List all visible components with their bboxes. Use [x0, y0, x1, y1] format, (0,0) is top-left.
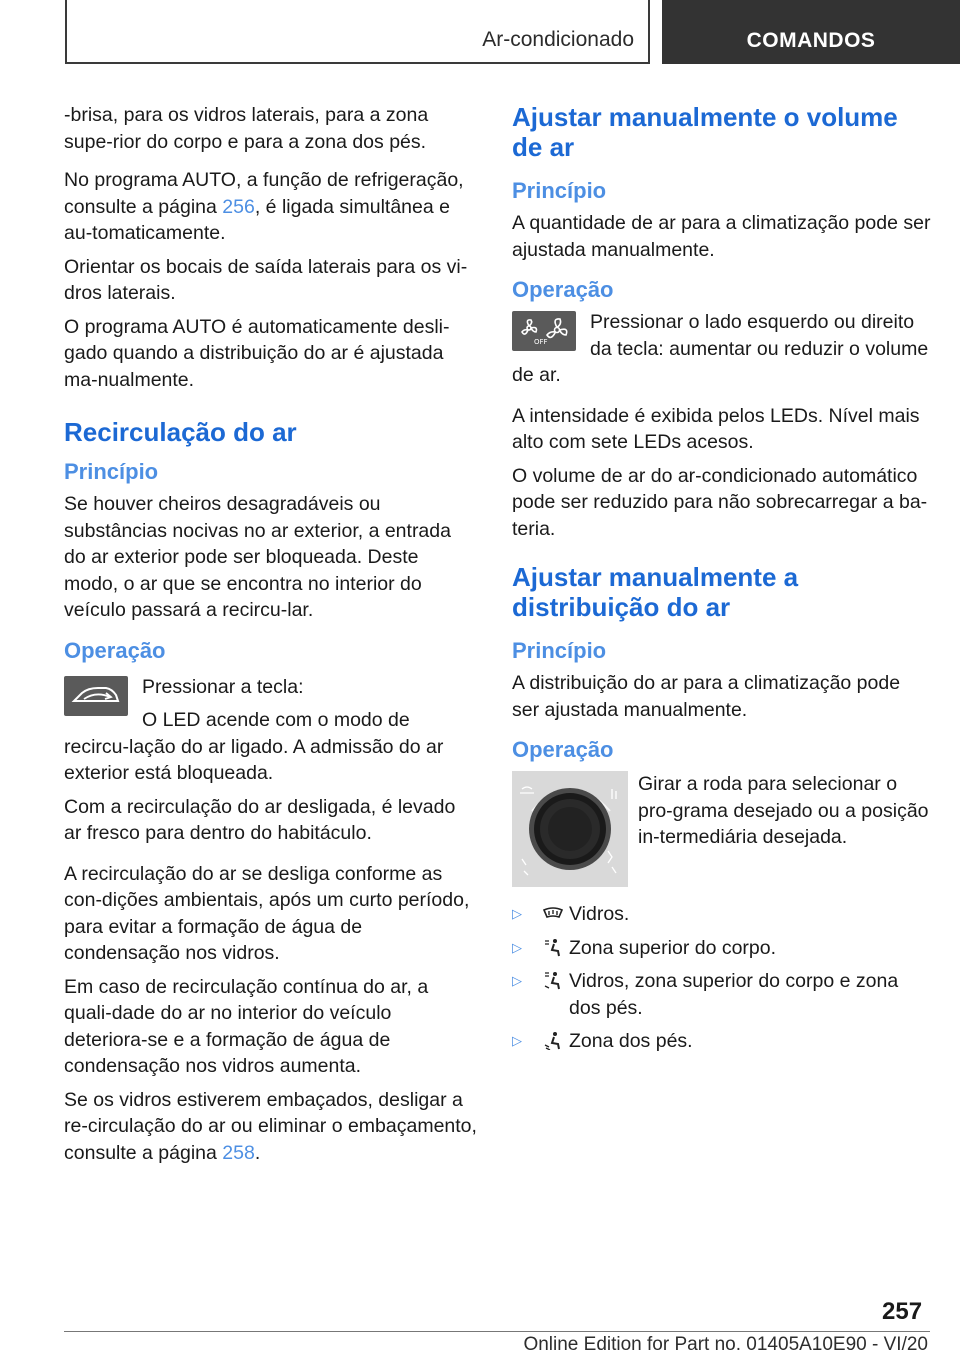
windshield-icon [542, 903, 564, 930]
paragraph: Se houver cheiros desagradáveis ou substâncias nocivas no ar exterior, a entrada do ar exterior pode ser bloqueada. Deste modo, o ar que se encontra no interior do veículo passará a recircu-lar. [64, 493, 451, 621]
paragraph: O programa AUTO é automaticamente desli-gado quando a distribuição do ar é ajustada ma-nualmente. [64, 315, 450, 391]
footer-divider [64, 1331, 930, 1332]
right-column [512, 102, 932, 1062]
footwell-icon [542, 1030, 564, 1058]
paragraph: Girar a roda para selecionar o pro-grama desejado ou a posição in-termediária desejada. [638, 773, 929, 848]
list-item: ▷ Zona dos pés. [512, 1028, 932, 1055]
page-link-256[interactable]: 256 [222, 195, 255, 218]
page-number: 257 [882, 1298, 923, 1325]
paragraph: Pressionar o lado esquerdo ou direito da tecla: aumentar ou reduzir o volume de ar. [512, 311, 929, 386]
subheading-operation: Operação [512, 737, 614, 762]
paragraph: O LED acende com o modo de recircu-lação do ar ligado. A admissão do ar exterior está bloqueada. [64, 709, 444, 784]
section-heading-air-volume: Ajustar manualmente o volume de ar [512, 102, 898, 162]
left-column [64, 102, 478, 1173]
header-section-title: Ar-condicionado [482, 28, 634, 51]
subheading-principle: Princípio [512, 638, 607, 663]
paragraph: Com a recirculação do ar desligada, é levado ar fresco para dentro do habitáculo. [64, 795, 456, 844]
recirculation-button-icon [64, 676, 128, 716]
paragraph: No programa AUTO, a função de refrigeração, consulte a página 256, é ligada simultânea e au-tomaticamente. [64, 169, 464, 244]
paragraph: A intensidade é exibida pelos LEDs. Nível mais alto com sete LEDs acesos. [512, 404, 920, 453]
subheading-operation: Operação [512, 277, 614, 302]
section-heading-recirculation: Recirculação do ar [64, 417, 297, 447]
header-section-box [65, 0, 650, 64]
operation-block [512, 771, 932, 887]
windshield-body-feet-icon [542, 970, 564, 998]
bullet-triangle-icon: ▷ [512, 1033, 522, 1048]
svg-text:OFF: OFF [534, 338, 548, 346]
section-heading-air-distribution: Ajustar manualmente a distribuição do ar [512, 562, 799, 622]
header-chapter-box [662, 0, 960, 64]
paragraph: Em caso de recirculação contínua do ar, a quali-dade do ar no interior do veículo deteriora-se e a formação de água de condensação nos vidros aumenta. [64, 975, 429, 1077]
distribution-wheel-image [512, 771, 628, 887]
upper-body-icon [542, 937, 564, 965]
footer-edition: Online Edition for Part no. 01405A10E90 - VI/20 [523, 1334, 928, 1355]
paragraph: -brisa, para os vidros laterais, para a zona supe-rior do corpo e para a zona dos pés. [64, 104, 429, 153]
paragraph: A distribuição do ar para a climatização pode ser ajustada manualmente. [512, 672, 901, 721]
subheading-principle: Princípio [64, 459, 159, 484]
fan-button-icon [512, 311, 576, 351]
paragraph: A recirculação do ar se desliga conforme as con-dições ambientais, após um curto período, para evitar a formação de água de condensação nos vidros. [64, 862, 470, 964]
paragraph: Se os vidros estiverem embaçados, desligar a re-circulação do ar ou eliminar o embaçamento, consulte a página 258. [64, 1088, 477, 1164]
list-item: ▷ Vidros, zona superior do corpo e zona dos pés. [512, 970, 899, 1019]
list-item: ▷ Vidros. [512, 901, 932, 928]
bullet-triangle-icon: ▷ [512, 973, 522, 988]
subheading-principle: Princípio [512, 178, 607, 203]
bullet-triangle-icon: ▷ [512, 939, 522, 955]
header-chapter-title: COMANDOS [746, 29, 876, 52]
paragraph: Pressionar a tecla: [142, 675, 304, 698]
list-item: ▷ Zona superior do corpo. [512, 935, 932, 962]
paragraph: O volume de ar do ar-condicionado automático pode ser reduzido para não sobrecarregar a ba-teria. [512, 464, 928, 540]
distribution-options-list [512, 901, 932, 1055]
operation-block [64, 674, 478, 787]
paragraph: Orientar os bocais de saída laterais para os vi-dros laterais. [64, 255, 468, 304]
paragraph: A quantidade de ar para a climatização pode ser ajustada manualmente. [512, 212, 931, 261]
operation-block [512, 309, 932, 389]
page-link-258[interactable]: 258 [222, 1141, 255, 1164]
subheading-operation: Operação [64, 637, 166, 663]
bullet-triangle-icon: ▷ [512, 906, 522, 921]
